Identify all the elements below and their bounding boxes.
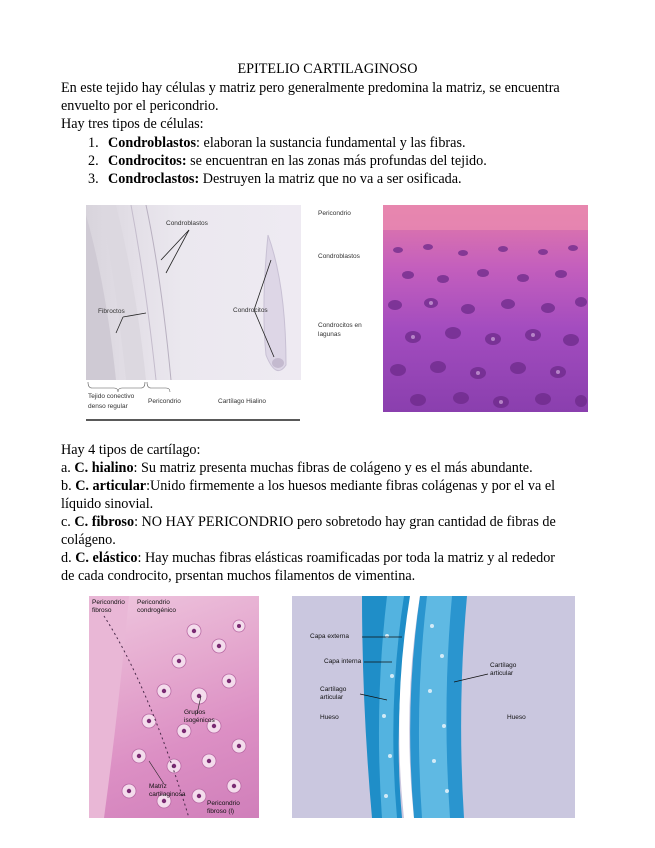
list-item xyxy=(61,477,601,495)
label-condrocitos: Condrocitos xyxy=(233,307,268,314)
description: : elaboran la sustancia fundamental y las fibras. xyxy=(196,135,466,151)
list-number: 3. xyxy=(88,171,99,187)
purple-cartilage-micrograph xyxy=(383,205,588,412)
list-item xyxy=(88,170,462,188)
label-cartilago-hialino: Cartílago Hialino xyxy=(218,398,267,405)
list-prefix: a. xyxy=(61,460,75,476)
label-cartilago-articular-right: Cartílago xyxy=(490,662,517,669)
list-number: 1. xyxy=(88,135,99,151)
label-capa-externa: Capa externa xyxy=(310,633,350,640)
list-item xyxy=(61,549,601,567)
list-item xyxy=(88,134,466,152)
description: : NO HAY PERICONDRIO pero sobretodo hay gran cantidad de fibras de xyxy=(134,514,556,530)
description: se encuentran en las zonas más profundas del tejido. xyxy=(186,153,487,169)
label-hueso-left: Hueso xyxy=(320,714,339,721)
description: Destruyen la matriz que no va a ser osificada. xyxy=(199,171,462,187)
label-hueso-right: Hueso xyxy=(507,714,526,721)
label-matriz-cartilaginosa: Matriz xyxy=(149,783,167,790)
list-item xyxy=(61,513,601,531)
list-item-continuation: colágeno. xyxy=(61,532,116,548)
list-item xyxy=(61,459,601,477)
label-capa-interna: Capa interna xyxy=(324,658,362,665)
list-item-continuation: de cada condrocito, prsentan muchos filamentos de vimentina. xyxy=(61,568,416,584)
term: Condrocitos: xyxy=(108,153,187,169)
pink-hyaline-micrograph xyxy=(89,596,259,818)
description: : Hay muchas fibras elásticas roamificadas por toda la matriz y al rededor xyxy=(137,550,556,566)
list-prefix: b. xyxy=(61,478,76,494)
term: Condroclastos: xyxy=(108,171,200,187)
label-tejido-conectivo: Tejido conectivo xyxy=(88,393,135,400)
term: C. fibroso xyxy=(74,514,135,530)
label-condrocitos-lagunas: Condrocitos en xyxy=(318,322,362,329)
label-condroblastos-2: Condroblastos xyxy=(318,253,360,260)
cell-types-intro: Hay tres tipos de células: xyxy=(61,116,204,132)
label-lagunas: lagunas xyxy=(318,331,341,338)
label-denso-regular: denso regular xyxy=(88,403,128,410)
label-cartilago-articular-left: Cartílago xyxy=(320,686,347,693)
label-fibroso: fibroso xyxy=(92,607,112,614)
micrograph-drawing xyxy=(86,205,301,380)
articular-cartilage-micrograph xyxy=(292,596,575,818)
description: : Su matriz presenta muchas fibras de colágeno y es el más abundante. xyxy=(133,460,533,476)
label-grupos-isogenicos: Grupos xyxy=(184,709,206,716)
label-pericondrio-condrogenico: Pericondrio xyxy=(137,599,170,606)
label-condrogenico: condrogénico xyxy=(137,607,177,614)
list-item-continuation: líquido sinovial. xyxy=(61,496,154,512)
term: C. articular xyxy=(75,478,147,494)
hyaline-cartilage-micrograph xyxy=(86,205,301,380)
figure-2-labels xyxy=(315,205,383,412)
label-articular-right: articular xyxy=(490,670,514,677)
cartilage-intro: Hay 4 tipos de cartílago: xyxy=(61,442,201,458)
cell-pattern xyxy=(383,205,588,412)
list-prefix: c. xyxy=(61,514,75,530)
label-pericondrio: Pericondrio xyxy=(148,398,181,405)
label-pericondrio-fibroso: Pericondrio xyxy=(92,599,125,606)
label-pericondrio-fibroso-2: Pericondrio xyxy=(207,800,240,807)
label-fibroso-2: fibroso (l) xyxy=(207,808,235,815)
term: C. elástico xyxy=(75,550,138,566)
label-articular-left: articular xyxy=(320,694,344,701)
description: :Unido firmemente a los huesos mediante fibras colágenas y por el va el xyxy=(146,478,556,494)
label-cartilaginosa: cartilaginosa xyxy=(149,791,186,798)
list-item xyxy=(88,152,487,170)
label-pericondrio-2: Pericondrio xyxy=(318,210,351,217)
micrograph-drawing xyxy=(292,596,575,818)
label-isogenicos: isogénicos xyxy=(184,717,215,724)
label-condroblastos: Condroblastos xyxy=(166,220,208,227)
list-prefix: d. xyxy=(61,550,76,566)
cell-pattern xyxy=(89,596,259,818)
intro-paragraph: En este tejido hay células y matriz pero generalmente predomina la matriz, se encuentra envuelto por el pericondrio. xyxy=(61,80,560,114)
term: Condroblastos xyxy=(108,135,197,151)
label-fibroctos: Fibroctos xyxy=(98,308,125,315)
page-title: EPITELIO CARTILAGINOSO xyxy=(237,61,418,77)
list-number: 2. xyxy=(88,153,99,169)
term: C. hialino xyxy=(74,460,134,476)
